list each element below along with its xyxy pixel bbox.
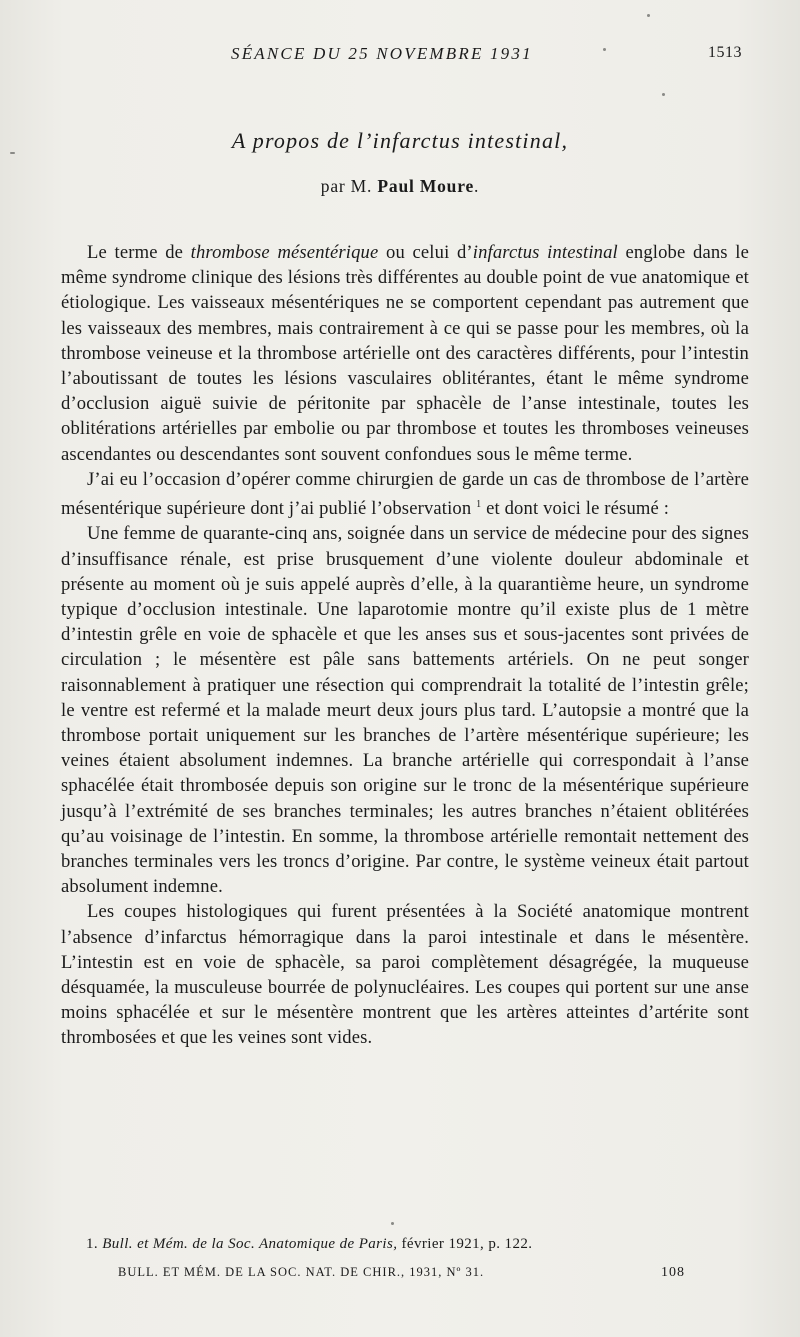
signature-number: 108	[661, 1265, 685, 1280]
paragraph-1-text-c: englobe dans le même syndrome clinique des lésions très différentes au double point de vue anatomique et étiologique. Les vaisseaux mésentériques ne se comportent cependant pas autrement que les vaisseaux des membres, mais contrairement à ce qui se passe pour les membres, où la thrombose veineuse et la thrombose artérielle ont des caractères différents, pour l’intestin l’aboutissant de toutes les lésions vasculaires oblitérantes, étant le même syndrome d’occlusion aiguë suivie de péritonite par sphacèle de l’anse intestinale, toutes les oblitérations artérielles par embolie ou par thrombose et toutes les thromboses veineuses ascendantes ou descendantes sont souvent confondues sous le même terme.	[61, 242, 750, 465]
bottom-line	[118, 1265, 688, 1280]
journal-reference: BULL. ET MÉM. DE LA SOC. NAT. DE CHIR., 1931, Nº 31.	[118, 1265, 485, 1279]
term-thrombose-mesenterique: thrombose mésentérique	[190, 242, 379, 263]
author-name: Paul Moure	[377, 176, 475, 196]
article-body	[61, 240, 749, 1051]
paragraph-1-text-a: Le terme de	[87, 242, 191, 263]
byline	[0, 176, 800, 197]
paragraph-2-text-a: J’ai eu l’occasion d’opérer comme chirurgien de garde un cas de thrombose de l’artère mésentérique supérieure dont j’ai publié l’observation	[61, 468, 749, 520]
scan-speck	[391, 1222, 394, 1225]
footnote-source: Bull. et Mém. de la Soc. Anatomique de Paris,	[102, 1236, 398, 1252]
scan-speck	[647, 14, 650, 17]
paragraph-1-text-b: ou celui d’	[378, 242, 473, 263]
paragraph-4: Les coupes histologiques qui furent présentées à la Société anatomique montrent l’absence d’infarctus hémorragique dans la paroi intestinale et dans le mésentère. L’intestin est en voie de sphacèle, sa paroi complètement désagrégée, la muqueuse désquamée, la musculeuse bourrée de polynucléaires. Les coupes qui portent sur une anse moins sphacélée et sur le mésentère montrent que les artères atteintes d’artérite sont thrombosées et que les veines sont vides.	[61, 901, 749, 1049]
footnote-reference[interactable]: 1	[476, 499, 482, 511]
term-infarctus-intestinal: infarctus intestinal	[472, 242, 618, 263]
footnote	[86, 1236, 746, 1253]
footnote-number: 1.	[86, 1236, 103, 1252]
scan-speck	[662, 93, 665, 96]
byline-suffix: .	[474, 176, 480, 196]
scan-speck	[603, 48, 606, 51]
footnote-details: février 1921, p. 122.	[397, 1236, 533, 1252]
paragraph-2-text-b: et dont voici le résumé :	[481, 498, 670, 520]
byline-prefix: par M.	[320, 176, 378, 196]
article-title: A propos de l’infarctus intestinal,	[231, 128, 569, 153]
paragraph-3: Une femme de quarante-cinq ans, soignée dans un service de médecine pour des signes d’insuffisance rénale, est prise brusquement d’une violente douleur abdominale et présente au moment où je suis appelé auprès d’elle, à la quarantième heure, un syndrome typique d’occlusion intestinale. Une laparotomie montre qu’il existe plus de 1 mètre d’intestin grêle en voie de sphacèle et que les anses sus et sous-jacentes sont privées de circulation ; le mésentère est pâle sans battements artériels. On ne peut songer raisonnablement à pratiquer une résection qui comprendrait la totalité de l’intestin grêle; le ventre est refermé et la malade meurt deux jours plus tard. L’autopsie a montré que la thrombose portait uniquement sur les branches de l’artère mésentérique supérieure; les veines étaient absolument indemnes. La branche artérielle qui correspondait à l’anse sphacélée était thrombosée depuis son origine sur le tronc de la mésentérique supérieure jusqu’à l’extrémité de ses branches terminales; les autres branches n’étaient oblitérées qu’au voisinage de l’intestin. En somme, la thrombose artérielle remontait nettement des branches terminales vers les troncs d’origine. Par contre, le système veineux était partout absolument indemne.	[61, 523, 749, 898]
running-head	[0, 44, 800, 68]
paragraph-2	[61, 467, 749, 522]
running-head-title: SÉANCE DU 25 NOVEMBRE 1931	[231, 44, 533, 63]
scan-speck	[10, 152, 15, 154]
paragraph-1	[61, 240, 749, 467]
page-number: 1513	[708, 44, 742, 61]
